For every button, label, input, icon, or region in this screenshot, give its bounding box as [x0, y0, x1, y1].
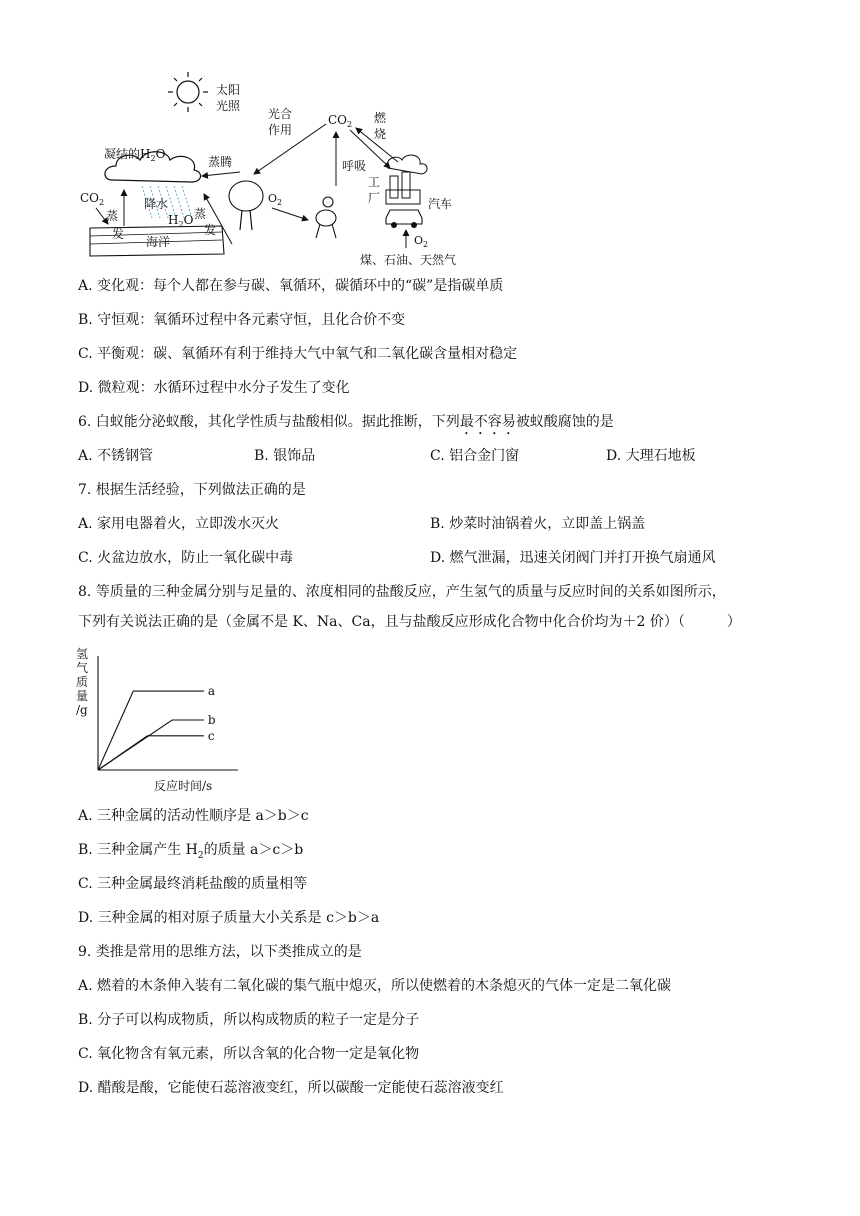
- q7-option-c: C. 火盆边放水，防止一氧化碳中毒: [78, 550, 294, 566]
- q6-option-c: C. 铝合金门窗: [430, 448, 520, 464]
- series-label-b: b: [207, 713, 216, 727]
- fuels-label: 煤、石油、天然气: [360, 253, 457, 267]
- sun-icon: [168, 72, 208, 112]
- series-label-a: a: [207, 684, 216, 699]
- q8-option-c: C. 三种金属最终消耗盐酸的质量相等: [78, 876, 308, 892]
- q7-option-b: B. 炒菜时油锅着火，立即盖上锅盖: [430, 516, 646, 532]
- co2-top-label: $CO_2$: [328, 113, 353, 129]
- respiration-label: 呼吸: [342, 159, 367, 173]
- q9-option-a: A. 燃着的木条伸入装有二氧化碳的集气瓶中熄灭，所以使燃着的木条熄灭的气体一定是二氧化碳: [78, 978, 672, 994]
- q5-option-a: A. 变化观：每个人都在参与碳、氧循环，碳循环中的“碳”是指碳单质: [78, 278, 504, 294]
- series-line-c: [98, 736, 204, 770]
- q6-stem-emphasis: 最不容易: [459, 414, 516, 430]
- x-axis-label: 反应时间/s: [154, 779, 213, 793]
- q5-option-d: D. 微粒观：水循环过程中水分子发生了变化: [78, 380, 350, 396]
- factory-icon: [386, 155, 427, 204]
- h2o-label: $H_2O$: [168, 213, 194, 229]
- factory-label-2: 厂: [368, 191, 381, 205]
- photosynthesis-label-2: 作用: [268, 123, 293, 137]
- condensed-water-label: 凝结的$H_2O$: [104, 147, 166, 163]
- photosynthesis-label-1: 光合: [268, 107, 293, 121]
- burning-label-2: 烧: [374, 127, 387, 141]
- sun-label-2: 光照: [216, 99, 241, 113]
- co2-left-label: $CO_2$: [80, 191, 105, 207]
- car-icon: [386, 210, 422, 228]
- transpiration-label: 蒸腾: [208, 155, 233, 169]
- q6-option-d: D. 大理石地板: [606, 448, 696, 464]
- evaporation-label-3: 蒸: [194, 207, 207, 221]
- arrow-transpiration: [202, 172, 240, 176]
- evaporation-label-2: 发: [112, 227, 125, 241]
- y-axis-label-char: 气: [76, 661, 89, 675]
- y-axis-label-char: /g: [76, 703, 88, 717]
- q8-stem-line-2: 下列有关说法正确的是（金属不是 K、Na、Ca，且与盐酸反应形成化合物中化合价均为＋2 价）（ ）: [78, 614, 741, 630]
- q8-stem-line-1: 8. 等质量的三种金属分别与足量的、浓度相同的盐酸反应，产生氢气的质量与反应时间的关系如图所示，: [78, 584, 726, 600]
- q7-option-a: A. 家用电器着火，立即泼水灭火: [78, 516, 280, 532]
- ocean-label: 海洋: [146, 235, 171, 249]
- evaporation-label-1: 蒸: [106, 209, 119, 223]
- tree-icon: [229, 181, 263, 230]
- y-axis-label-char: 质: [76, 675, 89, 689]
- q6-stem: 6. 白蚁能分泌蚁酸，其化学性质与盐酸相似。据此推断，下列最不容易被蚁酸腐蚀的是: [78, 414, 614, 430]
- o2-bottom-label: $O_2$: [414, 234, 429, 249]
- deer-icon: [316, 197, 336, 238]
- hydrogen-mass-chart: [74, 644, 274, 794]
- q9-stem: 9. 类推是常用的思维方法，以下类推成立的是: [78, 944, 362, 960]
- factory-label-1: 工: [368, 175, 381, 189]
- q9-option-d: D. 醋酸是酸，它能使石蕊溶液变红，所以碳酸一定能使石蕊溶液变红: [78, 1080, 504, 1096]
- sun-label-1: 太阳: [216, 83, 241, 97]
- q8-option-a: A. 三种金属的活动性顺序是 a＞b＞c: [78, 808, 309, 824]
- q7-stem: 7. 根据生活经验，下列做法正确的是: [78, 482, 306, 498]
- q6-option-a: A. 不锈钢管: [78, 448, 154, 464]
- burning-label-1: 燃: [374, 111, 387, 125]
- series-label-c: c: [207, 728, 215, 743]
- q8-option-b: B. 三种金属产生 $H_2$的质量 a＞c＞b: [78, 842, 304, 861]
- series-line-a: [98, 691, 204, 770]
- y-axis-label-char: 氢: [76, 647, 89, 661]
- y-axis-label-char: 量: [76, 689, 89, 703]
- car-label: 汽车: [428, 197, 453, 211]
- q9-option-c: C. 氧化物含有氧元素，所以含氧的化合物一定是氧化物: [78, 1046, 420, 1062]
- q6-option-b: B. 银饰品: [254, 448, 316, 464]
- arrow-o2-to-animal: [272, 208, 308, 220]
- q7-option-d: D. 燃气泄漏，迅速关闭阀门并打开换气扇通风: [430, 550, 716, 566]
- q9-option-b: B. 分子可以构成物质，所以构成物质的粒子一定是分子: [78, 1012, 420, 1028]
- cycle-diagram: [72, 58, 492, 268]
- rain-label: 降水: [144, 197, 169, 211]
- q8-option-d: D. 三种金属的相对原子质量大小关系是 c＞b＞a: [78, 910, 380, 926]
- evaporation-label-4: 发: [204, 223, 217, 237]
- q5-option-c: C. 平衡观：碳、氧循环有利于维持大气中氧气和二氧化碳含量相对稳定: [78, 346, 518, 362]
- o2-tree-label: $O_2$: [268, 192, 283, 207]
- series-line-b: [98, 720, 204, 770]
- q5-option-b: B. 守恒观：氧循环过程中各元素守恒，且化合价不变: [78, 312, 406, 328]
